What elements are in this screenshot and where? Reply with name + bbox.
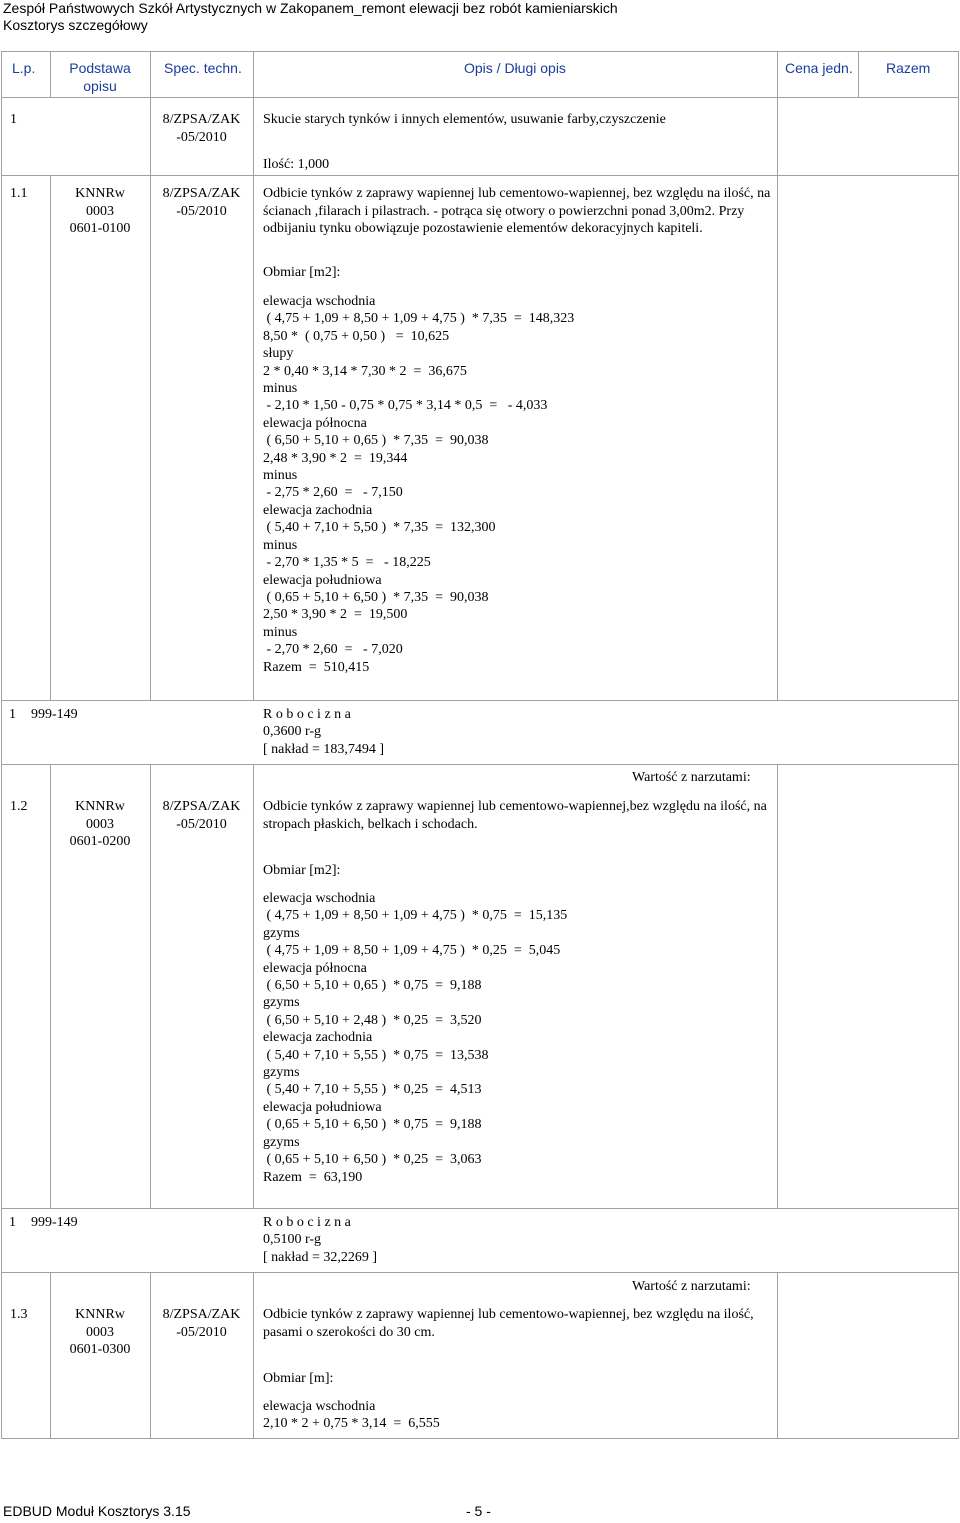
col-divider xyxy=(150,51,151,701)
row-divider xyxy=(1,1272,958,1273)
col-divider xyxy=(777,764,778,1209)
resource-name: R o b o c i z n a xyxy=(263,1215,351,1230)
col-divider xyxy=(777,51,778,701)
resource-quantity: 0,5100 r-g xyxy=(263,1232,322,1247)
item-obmiar-label: Obmiar [m]: xyxy=(263,1371,334,1386)
resource-quantity: 0,3600 r-g xyxy=(263,724,322,739)
resource-code: 999-149 xyxy=(31,1215,78,1230)
col-divider xyxy=(50,51,51,98)
resource-number: 1 xyxy=(9,707,16,722)
col-header-podstawa: Podstawa opisu xyxy=(69,60,131,94)
item-measurement-lines: elewacja wschodnia ( 4,75 + 1,09 + 8,50 + 1,09 + 4,75 ) * 0,75 = 15,135 gzyms ( 4,75 + 1,09 + 8,50 + 1,09 + 4,75 ) * 0,25 = 5,045 elewacja północna ( 6,50 + 5,10 + 0,65 ) * 0,75 = 9,188 gzyms ( 6,50 + 5,10 + 2,48 ) * 0,25 = 3,520 elewacja zachodnia ( 5,40 + 7,10 + 5,55 ) * 0,75 = 13,538 gzyms ( 5,40 + 7,10 + 5,55 ) * 0,25 = 4,513 elewacja południowa ( 0,65 + 5,10 + 6,50 ) * 0,75 = 9,188 gzyms ( 0,65 + 5,10 + 6,50 ) * 0,25 = 3,063 Razem = 63,190 xyxy=(263,891,568,1185)
item-spec: 8/ZPSA/ZAK -05/2010 xyxy=(162,799,241,832)
footer-app-name: EDBUD Moduł Kosztorys 3.15 xyxy=(3,1503,191,1519)
item-obmiar-label: Obmiar [m2]: xyxy=(263,863,341,878)
col-divider xyxy=(253,1272,254,1439)
col-divider xyxy=(777,1272,778,1439)
value-with-markups-label: Wartość z narzutami: xyxy=(632,770,751,785)
resource-naklad: [ nakład = 32,2269 ] xyxy=(263,1250,378,1265)
col-header-razem: Razem xyxy=(886,60,931,76)
table-left-border xyxy=(1,51,2,1439)
col-divider xyxy=(50,175,51,701)
section-spec: 8/ZPSA/ZAK -05/2010 xyxy=(162,112,241,145)
document-header xyxy=(3,0,618,34)
footer-page-number: - 5 - xyxy=(466,1503,491,1519)
col-header-spec: Spec. techn. xyxy=(164,60,242,76)
header-bottom-border xyxy=(1,97,958,98)
item-podstawa: KNNRw 0003 0601-0200 xyxy=(69,799,131,849)
section-quantity: Ilość: 1,000 xyxy=(263,157,330,172)
item-description: Odbicie tynków z zaprawy wapiennej lub cementowo-wapiennej, bez względu na ilość, pasami o szerokości do 30 cm. xyxy=(263,1307,754,1340)
section-description: Skucie starych tynków i innych elementów, usuwanie farby,czyszczenie xyxy=(263,112,666,127)
row-divider xyxy=(1,1208,958,1209)
item-lp: 1.3 xyxy=(10,1307,28,1322)
col-divider xyxy=(150,1272,151,1439)
document-subtitle: Kosztorys szczegółowy xyxy=(3,17,148,33)
resource-naklad: [ nakład = 183,7494 ] xyxy=(263,742,385,757)
item-spec: 8/ZPSA/ZAK -05/2010 xyxy=(162,186,241,219)
col-header-opis: Opis / Długi opis xyxy=(464,60,566,76)
item-measurement-lines: elewacja wschodnia 2,10 * 2 + 0,75 * 3,14 = 6,555 xyxy=(263,1399,440,1432)
resource-name: R o b o c i z n a xyxy=(263,707,351,722)
section-lp: 1 xyxy=(10,112,17,127)
item-measurement-lines: elewacja wschodnia ( 4,75 + 1,09 + 8,50 + 1,09 + 4,75 ) * 7,35 = 148,323 8,50 * ( 0,75 + 0,50 ) = 10,625 słupy 2 * 0,40 * 3,14 * 7,30 * 2 = 36,675 minus - 2,10 * 1,50 - 0,75 * 0,75 * 3,14 * 0,5 = - 4,033 elewacja północna ( 6,50 + 5,10 + 0,65 ) * 7,35 = 90,038 2,48 * 3,90 * 2 = 19,344 minus - 2,75 * 2,60 = - 7,150 elewacja zachodnia ( 5,40 + 7,10 + 5,50 ) * 7,35 = 132,300 minus - 2,70 * 1,35 * 5 = - 18,225 elewacja południowa ( 0,65 + 5,10 + 6,50 ) * 7,35 = 90,038 2,50 * 3,90 * 2 = 19,500 minus - 2,70 * 2,60 = - 7,020 Razem = 510,415 xyxy=(263,294,575,675)
row-divider xyxy=(1,764,958,765)
table-top-border xyxy=(1,51,958,52)
col-divider xyxy=(253,764,254,1209)
value-with-markups-label: Wartość z narzutami: xyxy=(632,1279,751,1294)
resource-number: 1 xyxy=(9,1215,16,1230)
table-right-border xyxy=(958,51,959,1439)
resource-code: 999-149 xyxy=(31,707,78,722)
col-divider xyxy=(858,51,859,98)
col-divider xyxy=(253,51,254,701)
item-podstawa: KNNRw 0003 0601-0300 xyxy=(69,1307,131,1357)
item-obmiar-label: Obmiar [m2]: xyxy=(263,265,341,280)
item-lp: 1.1 xyxy=(10,186,28,201)
document-title: Zespół Państwowych Szkół Artystycznych w Zakopanem_remont elewacji bez robót kamieniarskich xyxy=(3,0,618,16)
item-description: Odbicie tynków z zaprawy wapiennej lub cementowo-wapiennej, bez względu na ilość, na ścianach ,filarach i pilastrach. - potrąca się otwory o powierzchni ponad 3,00m2. Przy odbijaniu tynku obowiązuje pozostawienie elementów dekoracyjnych kapiteli. xyxy=(263,186,771,236)
table-bottom-border xyxy=(1,1438,958,1439)
item-spec: 8/ZPSA/ZAK -05/2010 xyxy=(162,1307,241,1340)
item-lp: 1.2 xyxy=(10,799,28,814)
col-header-lp: L.p. xyxy=(12,60,36,76)
row-divider xyxy=(1,700,958,701)
col-header-cena: Cena jedn. xyxy=(785,60,853,76)
row-divider xyxy=(1,175,958,176)
item-podstawa: KNNRw 0003 0601-0100 xyxy=(69,186,131,236)
item-description: Odbicie tynków z zaprawy wapiennej lub cementowo-wapiennej,bez względu na ilość, na stropach płaskich, belkach i schodach. xyxy=(263,799,767,832)
